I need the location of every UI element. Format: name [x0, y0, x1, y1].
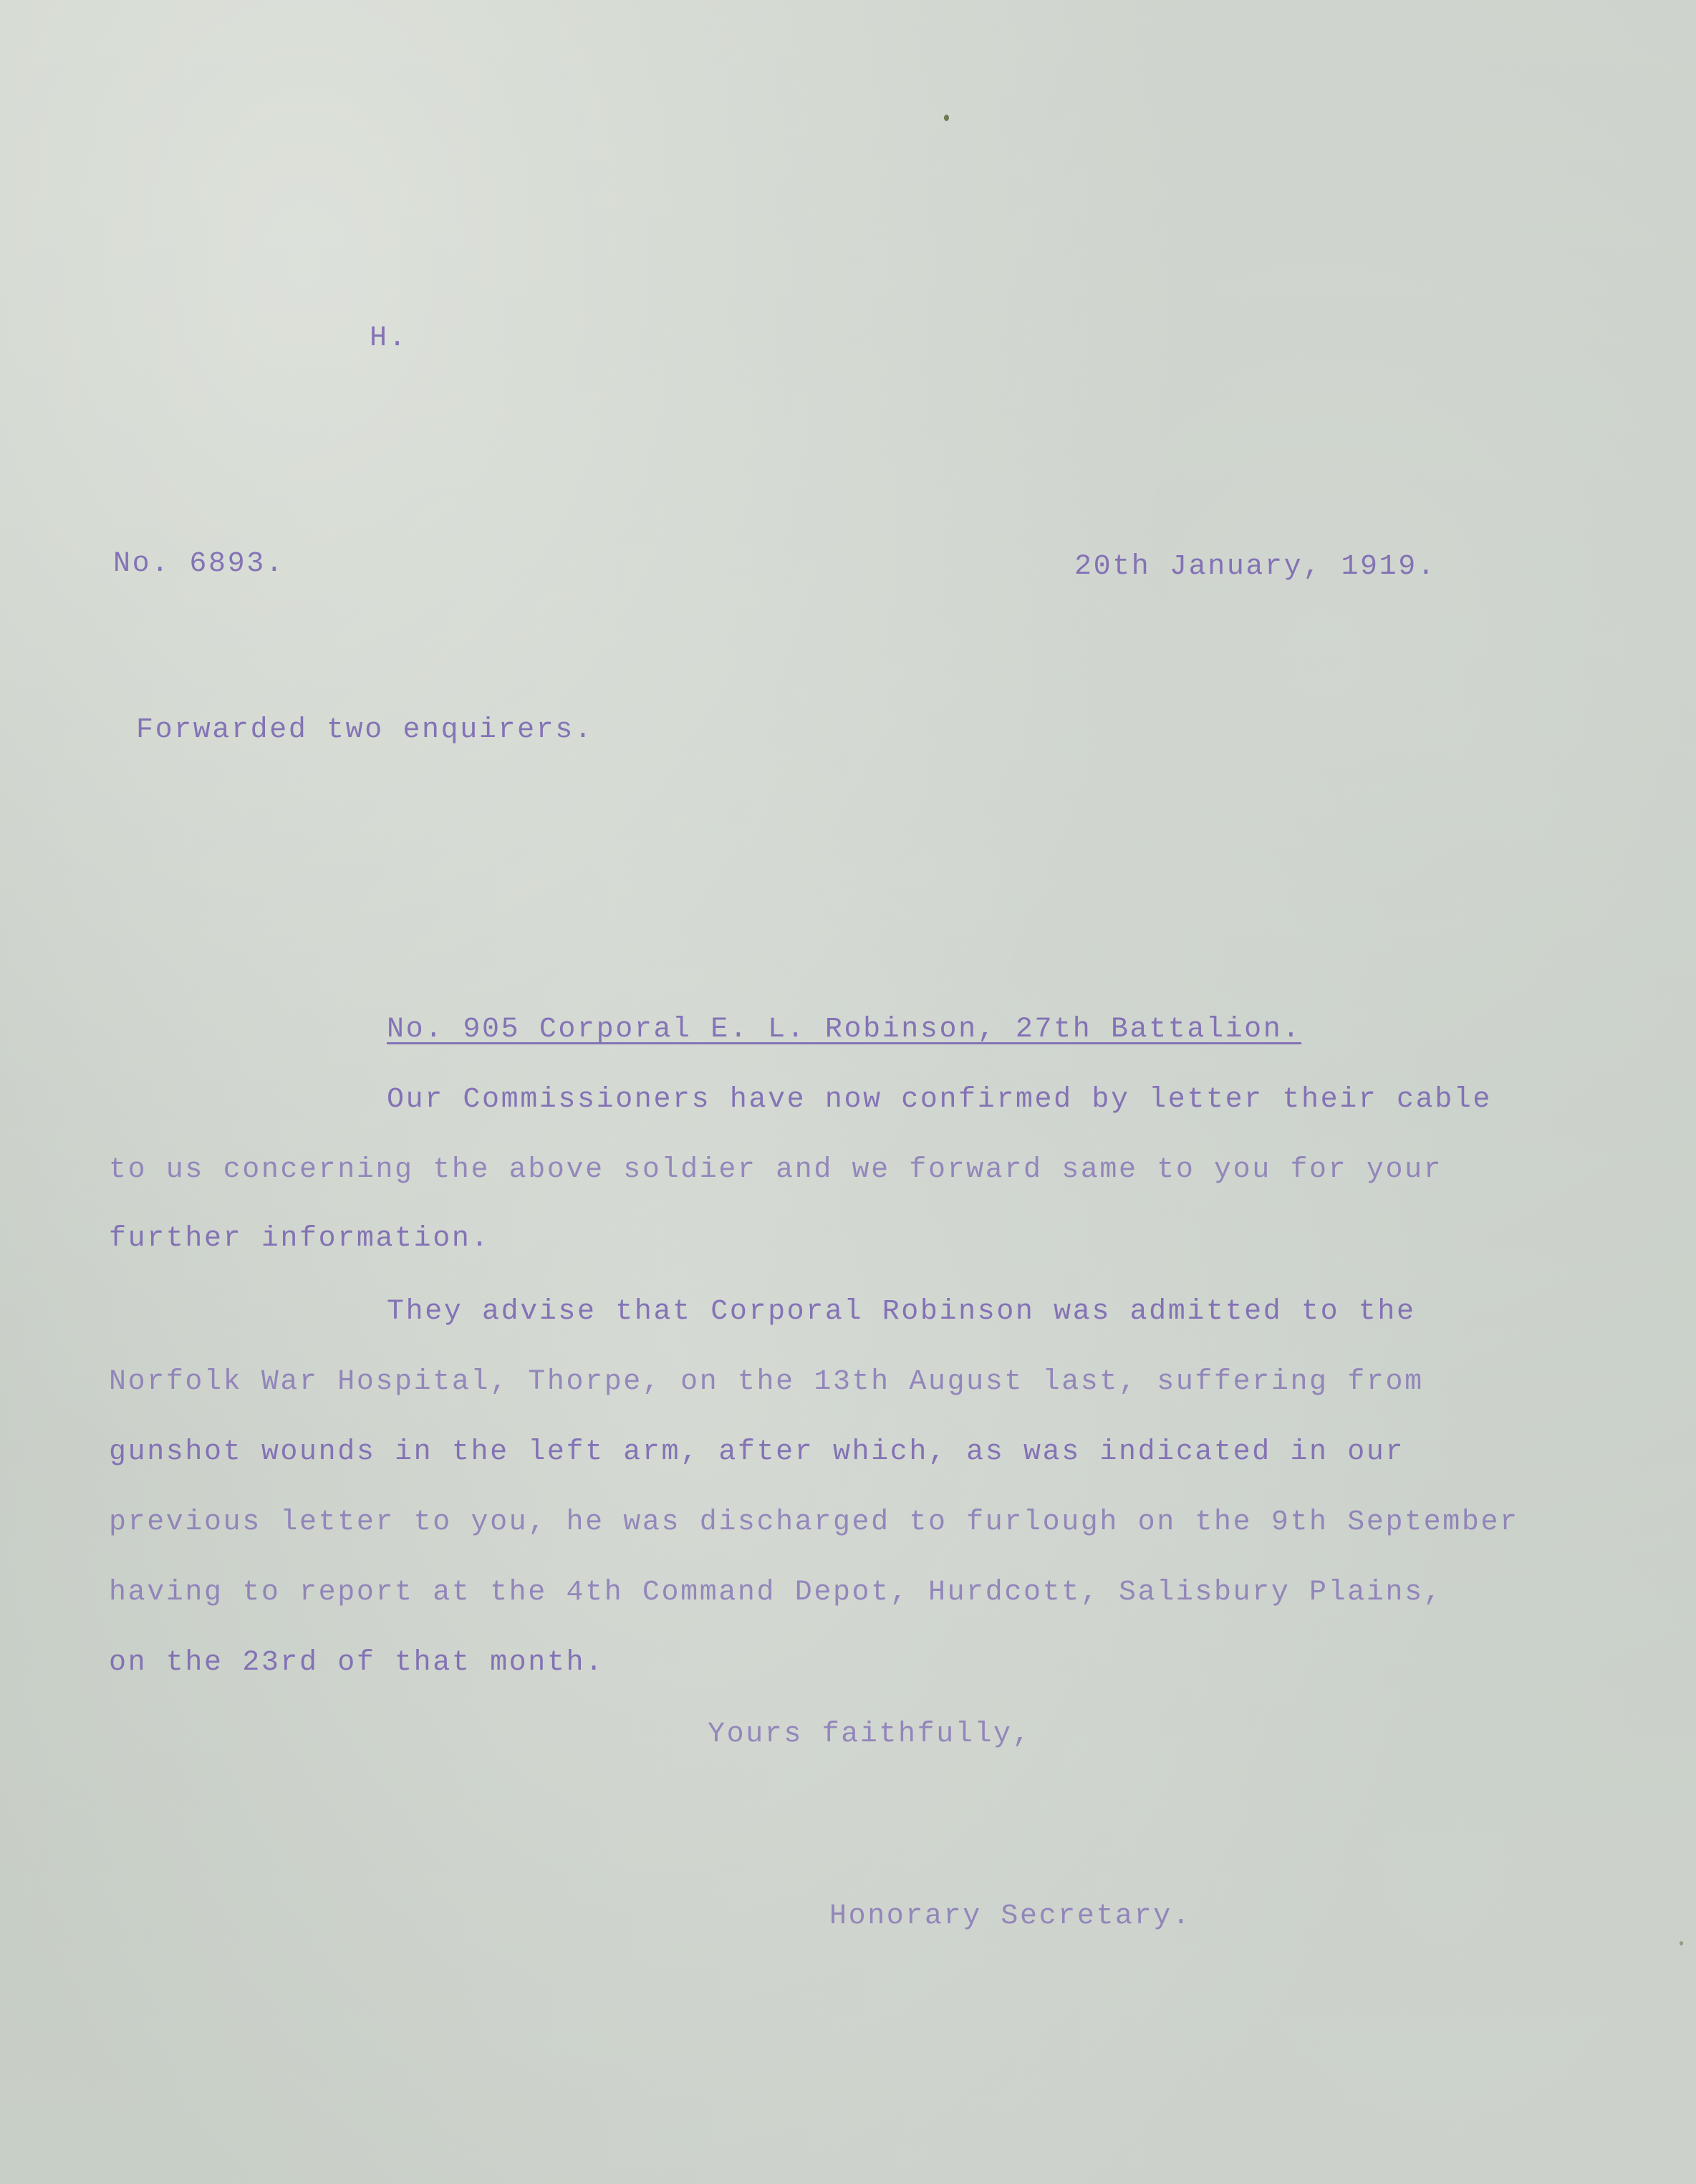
body-line-2: to us concerning the above soldier and we forward same to you for your [109, 1154, 1443, 1186]
body-line-4: They advise that Corporal Robinson was admitted to the [387, 1296, 1416, 1328]
paper-speck [1680, 1941, 1683, 1945]
body-line-3: further information. [109, 1223, 491, 1255]
closing: Yours faithfully, [708, 1718, 1032, 1751]
body-line-5: Norfolk War Hospital, Thorpe, on the 13th August last, suffering from [109, 1366, 1424, 1398]
body-line-1: Our Commissioners have now confirmed by letter their cable [387, 1084, 1493, 1116]
paper-speck [944, 115, 949, 121]
header-mark: H. [370, 322, 408, 355]
reference-number: No. 6893. [113, 548, 285, 580]
letter-date: 20th January, 1919. [1074, 551, 1437, 583]
body-line-8: having to report at the 4th Command Depot, Hurdcott, Salisbury Plains, [109, 1577, 1443, 1609]
body-line-6: gunshot wounds in the left arm, after which, as was indicated in our [109, 1436, 1405, 1468]
subject-heading: No. 905 Corporal E. L. Robinson, 27th Battalion. [387, 1014, 1301, 1046]
body-line-7: previous letter to you, he was discharged to furlough on the 9th September [109, 1506, 1519, 1539]
forwarding-note: Forwarded two enquirers. [136, 714, 594, 746]
signatory-title: Honorary Secretary. [829, 1900, 1192, 1933]
body-line-9: on the 23rd of that month. [109, 1647, 604, 1679]
